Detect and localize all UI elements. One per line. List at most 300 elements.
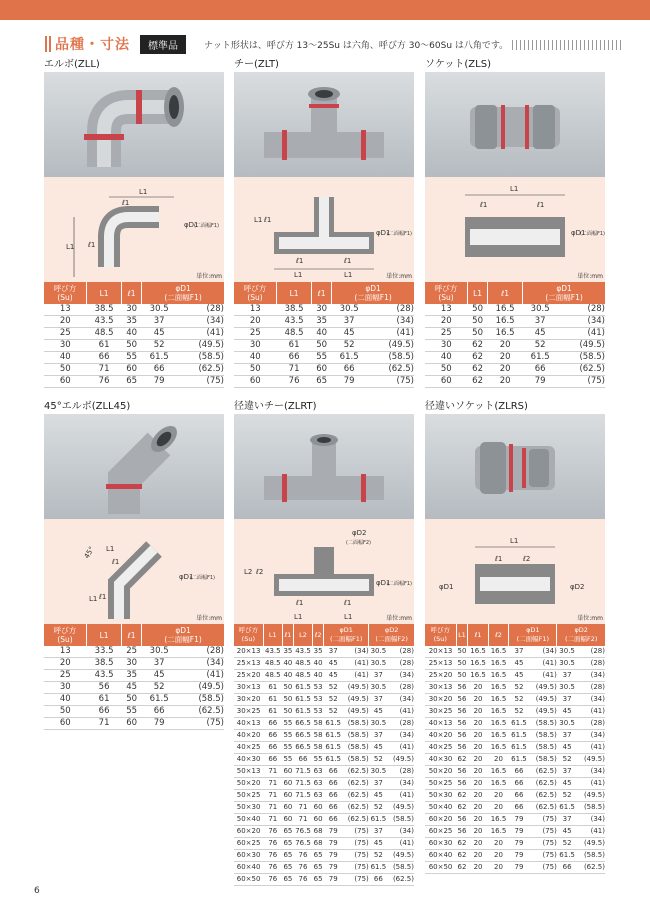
table-cell: 76 — [293, 862, 312, 874]
table-cell: (62.5) — [529, 778, 557, 790]
table-cell: 61 — [263, 694, 282, 706]
svg-text:ℓ1: ℓ1 — [112, 558, 120, 566]
table-row — [44, 682, 224, 694]
table-cell: 66 — [557, 862, 577, 874]
table-cell: 35 — [122, 670, 142, 682]
table-cell: 50 — [282, 694, 293, 706]
table-cell: 30.5 — [369, 658, 388, 670]
table-cell: 62 — [468, 364, 488, 376]
column-header: ℓ1 — [282, 624, 293, 646]
table-cell: 61.5 — [332, 352, 367, 364]
table-cell: 25×13 — [234, 658, 263, 670]
table-cell: 62 — [456, 838, 468, 850]
table-cell: 60×50 — [425, 862, 456, 874]
dimension-table — [234, 282, 414, 388]
table-cell: (49.5) — [343, 694, 369, 706]
product-zlt — [234, 58, 414, 388]
svg-text:L1: L1 — [510, 185, 519, 193]
table-row — [234, 670, 414, 682]
table-cell: 25×20 — [234, 670, 263, 682]
table-cell: 25 — [44, 328, 87, 340]
table-cell: 43.5 — [87, 316, 122, 328]
column-header: L1 — [263, 624, 282, 646]
table-cell: 40 — [282, 670, 293, 682]
table-cell: (58.5) — [177, 694, 224, 706]
product-photo-45-elbow — [44, 414, 224, 519]
table-cell: 38.5 — [87, 658, 122, 670]
table-cell: 58 — [313, 718, 324, 730]
table-cell: 79 — [324, 862, 343, 874]
table-cell: (62.5) — [388, 874, 414, 886]
table-cell: 65 — [282, 874, 293, 886]
table-cell: (75) — [367, 376, 414, 388]
dimension-table — [44, 624, 224, 730]
table-cell: 37 — [557, 814, 577, 826]
table-cell: 20 — [468, 778, 488, 790]
table-cell: 50 — [468, 328, 488, 340]
table-cell: 62 — [456, 850, 468, 862]
table-cell: 79 — [509, 838, 529, 850]
column-header: 呼び方 (Su) — [234, 624, 263, 646]
table-cell: (28) — [388, 658, 414, 670]
table-cell: (41) — [577, 826, 605, 838]
table-cell: (34) — [577, 730, 605, 742]
table-cell: 16.5 — [488, 730, 508, 742]
table-row — [234, 694, 414, 706]
table-cell: 50 — [282, 682, 293, 694]
table-cell: 50 — [282, 706, 293, 718]
table-cell: 60 — [425, 376, 468, 388]
table-cell: (49.5) — [177, 682, 224, 694]
table-row — [234, 850, 414, 862]
unit-label: 単位:mm — [577, 273, 603, 280]
table-cell: 60 — [44, 718, 87, 730]
svg-text:L1: L1 — [510, 537, 519, 545]
table-row — [234, 742, 414, 754]
table-cell: 40×20 — [425, 730, 456, 742]
table-row — [234, 376, 414, 388]
table-cell: 66 — [87, 352, 122, 364]
table-cell: 55 — [282, 742, 293, 754]
table-cell: (41) — [367, 328, 414, 340]
table-row — [425, 670, 605, 682]
table-cell: (62.5) — [177, 364, 224, 376]
table-cell: (58.5) — [529, 754, 557, 766]
table-cell: 62 — [456, 790, 468, 802]
table-cell: 35 — [313, 646, 324, 658]
table-cell: 71.5 — [293, 790, 312, 802]
table-row — [44, 340, 224, 352]
unit-label: 単位:mm — [196, 273, 222, 280]
table-cell: 76.5 — [293, 826, 312, 838]
table-row — [425, 778, 605, 790]
table-row — [234, 766, 414, 778]
table-cell: 37 — [142, 316, 177, 328]
table-cell: 66 — [263, 754, 282, 766]
table-cell: 52 — [142, 682, 177, 694]
table-cell: 56 — [87, 682, 122, 694]
table-cell: 40×13 — [425, 718, 456, 730]
table-row — [234, 364, 414, 376]
table-cell: 40 — [234, 352, 277, 364]
table-cell: (62.5) — [529, 790, 557, 802]
table-cell: 56 — [456, 742, 468, 754]
table-cell: 76 — [263, 826, 282, 838]
table-header-row — [234, 624, 414, 646]
product-title: ソケット(ZLS) — [425, 59, 491, 70]
table-cell: 13 — [234, 304, 277, 316]
table-cell: (49.5) — [367, 340, 414, 352]
table-cell: 45 — [509, 670, 529, 682]
table-cell: (28) — [577, 682, 605, 694]
svg-text:ℓ2: ℓ2 — [256, 568, 264, 576]
table-cell: 61 — [277, 340, 312, 352]
table-cell: (41) — [343, 670, 369, 682]
table-cell: 66 — [332, 364, 367, 376]
table-cell: (28) — [577, 646, 605, 658]
svg-text:L1: L1 — [89, 595, 98, 603]
table-cell: 25 — [44, 670, 87, 682]
table-cell: 16.5 — [488, 706, 508, 718]
table-cell: 30.5 — [523, 304, 558, 316]
product-title: チー(ZLT) — [234, 59, 279, 70]
table-cell: 60 — [122, 364, 142, 376]
table-cell: (41) — [577, 778, 605, 790]
table-cell: 45 — [557, 742, 577, 754]
product-zll45 — [44, 400, 224, 730]
table-cell: 38.5 — [87, 304, 122, 316]
table-cell: 60 — [122, 718, 142, 730]
table-cell: 20 — [468, 826, 488, 838]
page-title: 品種・寸法 — [55, 37, 130, 53]
table-cell: 35 — [122, 316, 142, 328]
section-header — [45, 34, 508, 54]
table-cell: 20 — [425, 316, 468, 328]
table-cell: (62.5) — [577, 862, 605, 874]
table-cell: 40 — [282, 658, 293, 670]
table-cell: 58 — [313, 742, 324, 754]
table-cell: (41) — [388, 838, 414, 850]
table-cell: (58.5) — [529, 718, 557, 730]
table-row — [44, 706, 224, 718]
table-cell: 37 — [324, 646, 343, 658]
table-cell: 40×25 — [425, 742, 456, 754]
table-cell: 60×20 — [425, 814, 456, 826]
table-cell: (75) — [558, 376, 605, 388]
table-cell: 50 — [425, 364, 468, 376]
table-cell: 13 — [425, 304, 468, 316]
table-cell: 61.5 — [523, 352, 558, 364]
table-cell: (62.5) — [177, 706, 224, 718]
table-cell: 16.5 — [488, 742, 508, 754]
table-cell: 37 — [369, 778, 388, 790]
column-header: φD2 (二面幅F2) — [557, 624, 605, 646]
table-cell: 66 — [263, 742, 282, 754]
column-header: ℓ1 — [488, 282, 523, 304]
table-row — [234, 718, 414, 730]
table-cell: 37 — [369, 730, 388, 742]
table-cell: (58.5) — [367, 352, 414, 364]
table-cell: 45 — [142, 328, 177, 340]
table-cell: (62.5) — [343, 802, 369, 814]
table-cell: 56 — [456, 814, 468, 826]
table-cell: 71 — [263, 814, 282, 826]
table-cell: 66 — [324, 766, 343, 778]
table-cell: (34) — [177, 658, 224, 670]
column-header: φD1 (二面幅F1) — [332, 282, 414, 304]
unit-label: 単位:mm — [196, 615, 222, 622]
table-cell: 30 — [44, 340, 87, 352]
table-cell: 60×20 — [234, 826, 263, 838]
svg-text:L2: L2 — [244, 568, 253, 576]
svg-text:φD1: φD1 — [376, 229, 391, 237]
product-photo-reducing-socket — [425, 414, 605, 519]
dimension-drawing-elbow — [44, 177, 224, 282]
table-cell: (49.5) — [529, 694, 557, 706]
table-cell: (62.5) — [343, 790, 369, 802]
table-cell: 20 — [468, 754, 488, 766]
table-cell: 63 — [313, 790, 324, 802]
table-cell: 20 — [468, 730, 488, 742]
table-cell: (28) — [177, 304, 224, 316]
table-cell: (28) — [388, 718, 414, 730]
table-row — [44, 718, 224, 730]
table-cell: (34) — [388, 694, 414, 706]
dimension-table — [234, 624, 414, 886]
table-cell: 30.5 — [369, 646, 388, 658]
table-cell: (28) — [367, 304, 414, 316]
table-cell: 62 — [456, 754, 468, 766]
table-cell: (34) — [577, 670, 605, 682]
svg-text:φD1: φD1 — [439, 583, 454, 591]
table-cell: 71 — [293, 802, 312, 814]
table-cell: 20 — [488, 340, 523, 352]
table-cell: 16.5 — [488, 646, 508, 658]
table-cell: 60 — [282, 766, 293, 778]
svg-text:ℓ1: ℓ1 — [537, 201, 545, 209]
dimension-drawing-reducing-socket — [425, 519, 605, 624]
table-cell: 25 — [425, 328, 468, 340]
table-cell: 53 — [313, 694, 324, 706]
table-cell: 61.5 — [324, 730, 343, 742]
table-row — [44, 646, 224, 658]
table-cell: 71 — [263, 802, 282, 814]
svg-text:(二面幅F1): (二面幅F1) — [194, 223, 219, 229]
table-cell: (34) — [558, 316, 605, 328]
table-cell: 66 — [369, 874, 388, 886]
table-cell: 38.5 — [277, 304, 312, 316]
svg-text:L1: L1 — [66, 243, 75, 251]
table-cell: 55 — [122, 352, 142, 364]
table-cell: 61 — [87, 694, 122, 706]
table-cell: 71 — [263, 778, 282, 790]
table-cell: 62 — [456, 862, 468, 874]
product-zll — [44, 58, 224, 388]
product-title: 径違いソケット(ZLRS) — [425, 401, 528, 412]
table-cell: (28) — [388, 646, 414, 658]
table-cell: 79 — [142, 718, 177, 730]
table-row — [234, 778, 414, 790]
table-cell: (41) — [529, 658, 557, 670]
table-cell: 50×30 — [425, 790, 456, 802]
svg-text:L1: L1 — [294, 271, 303, 279]
table-cell: 61.5 — [324, 742, 343, 754]
table-cell: 45 — [369, 790, 388, 802]
table-cell: 40 — [122, 328, 142, 340]
table-cell: 50×13 — [234, 766, 263, 778]
table-cell: 20 — [234, 316, 277, 328]
svg-text:L1: L1 — [344, 613, 353, 621]
table-cell: 33.5 — [87, 646, 122, 658]
table-cell: 71 — [87, 718, 122, 730]
table-cell: 60×40 — [425, 850, 456, 862]
table-cell: 68 — [313, 826, 324, 838]
table-cell: 60 — [282, 778, 293, 790]
table-cell: 40 — [313, 670, 324, 682]
column-header: ℓ1 — [122, 282, 142, 304]
table-header-row — [44, 282, 224, 304]
table-row — [425, 352, 605, 364]
table-cell: 63 — [313, 766, 324, 778]
column-header: 呼び方 (Su) — [234, 282, 277, 304]
table-cell: (34) — [388, 730, 414, 742]
table-cell: 61.5 — [509, 718, 529, 730]
table-cell: (58.5) — [343, 754, 369, 766]
table-cell: 20 — [468, 694, 488, 706]
table-cell: 30×25 — [425, 706, 456, 718]
table-cell: 43.5 — [263, 646, 282, 658]
table-cell: 52 — [369, 850, 388, 862]
product-photo-socket — [425, 72, 605, 177]
table-cell: 37 — [523, 316, 558, 328]
svg-text:φD1: φD1 — [184, 221, 199, 229]
table-cell: 20 — [468, 850, 488, 862]
table-cell: 37 — [142, 658, 177, 670]
table-cell: 53 — [313, 682, 324, 694]
table-cell: 56 — [456, 766, 468, 778]
table-cell: 76 — [293, 850, 312, 862]
table-cell: 16.5 — [488, 718, 508, 730]
product-photo-elbow — [44, 72, 224, 177]
table-cell: 30×20 — [234, 694, 263, 706]
table-cell: 66 — [142, 364, 177, 376]
table-cell: 37 — [509, 646, 529, 658]
product-zlrt — [234, 400, 414, 886]
table-cell: 20 — [488, 754, 508, 766]
column-header: φD1 (二面幅F1) — [142, 282, 224, 304]
dimension-table — [425, 282, 605, 388]
product-zlrs — [425, 400, 605, 874]
unit-label: 単位:mm — [386, 273, 412, 280]
table-row — [234, 754, 414, 766]
table-cell: 60×25 — [425, 826, 456, 838]
table-header-row — [425, 282, 605, 304]
table-cell: 56 — [456, 730, 468, 742]
table-cell: 20 — [468, 862, 488, 874]
svg-text:ℓ1: ℓ1 — [88, 241, 96, 249]
svg-text:L1: L1 — [294, 613, 303, 621]
table-cell: 61.5 — [369, 814, 388, 826]
decorative-stripes — [512, 40, 624, 50]
table-cell: 76 — [293, 874, 312, 886]
table-row — [234, 802, 414, 814]
table-cell: 37 — [332, 316, 367, 328]
table-cell: 45 — [324, 670, 343, 682]
table-row — [425, 340, 605, 352]
table-cell: (62.5) — [367, 364, 414, 376]
product-zls — [425, 58, 605, 388]
table-cell: 37 — [557, 694, 577, 706]
svg-text:(二面幅F2): (二面幅F2) — [346, 540, 371, 546]
table-cell: 37 — [369, 670, 388, 682]
table-cell: 52 — [324, 694, 343, 706]
table-cell: 13 — [44, 646, 87, 658]
table-cell: 50 — [468, 316, 488, 328]
table-cell: 62 — [456, 802, 468, 814]
table-cell: 37 — [369, 694, 388, 706]
dimension-table — [44, 282, 224, 388]
table-cell: 61.5 — [142, 352, 177, 364]
table-cell: 71.5 — [293, 778, 312, 790]
table-cell: 30 — [234, 340, 277, 352]
table-cell: (62.5) — [529, 766, 557, 778]
table-cell: 16.5 — [488, 328, 523, 340]
table-cell: 61.5 — [369, 862, 388, 874]
table-cell: 50×40 — [234, 814, 263, 826]
table-cell: 45 — [122, 682, 142, 694]
table-cell: 79 — [324, 826, 343, 838]
table-cell: 65 — [313, 874, 324, 886]
table-cell: (62.5) — [558, 364, 605, 376]
table-cell: 61 — [263, 706, 282, 718]
table-cell: 65 — [313, 862, 324, 874]
table-row — [234, 646, 414, 658]
table-cell: 16.5 — [488, 682, 508, 694]
table-cell: 61.5 — [293, 694, 312, 706]
table-cell: 50×40 — [425, 802, 456, 814]
table-cell: (34) — [367, 316, 414, 328]
table-row — [425, 718, 605, 730]
table-cell: 20 — [468, 742, 488, 754]
table-cell: 25 — [122, 646, 142, 658]
table-row — [234, 304, 414, 316]
table-cell: 45 — [557, 706, 577, 718]
table-cell: 66 — [509, 766, 529, 778]
table-row — [425, 364, 605, 376]
table-cell: 68 — [313, 838, 324, 850]
table-cell: 50 — [456, 670, 468, 682]
svg-text:φD2: φD2 — [352, 529, 367, 537]
table-cell: 25 — [234, 328, 277, 340]
table-cell: (49.5) — [577, 838, 605, 850]
table-row — [44, 670, 224, 682]
table-cell: 20 — [44, 658, 87, 670]
table-cell: 66 — [324, 790, 343, 802]
table-cell: (41) — [558, 328, 605, 340]
table-cell: 66 — [277, 352, 312, 364]
table-cell: (34) — [343, 646, 369, 658]
column-header: ℓ2 — [488, 624, 508, 646]
column-header: L1 — [456, 624, 468, 646]
table-cell: 61.5 — [142, 694, 177, 706]
product-title: 径違いチー(ZLRT) — [234, 401, 317, 412]
table-cell: 71 — [263, 790, 282, 802]
table-row — [234, 316, 414, 328]
table-cell: 56 — [456, 694, 468, 706]
table-cell: 50×30 — [234, 802, 263, 814]
table-cell: 65 — [312, 376, 332, 388]
svg-text:L1: L1 — [106, 545, 115, 553]
